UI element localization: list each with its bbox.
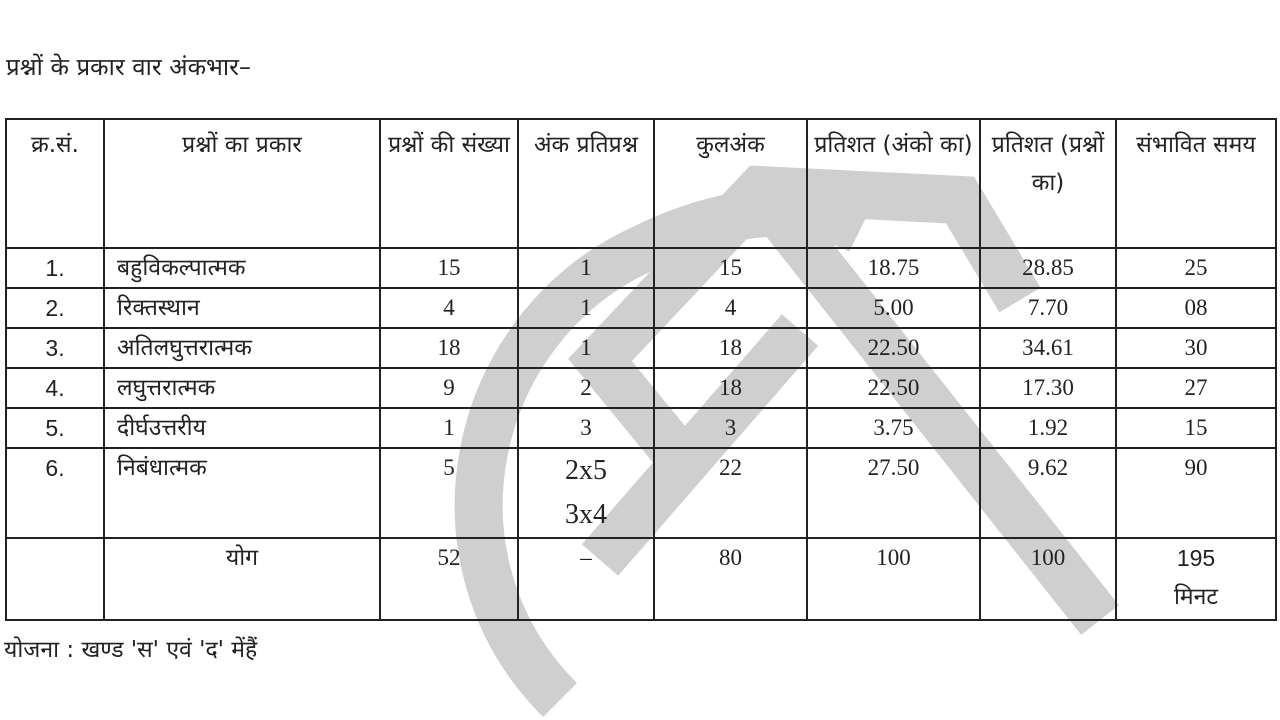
cell-question-type: अतिलघुत्तरात्मक bbox=[104, 328, 380, 368]
table-row bbox=[6, 448, 1276, 538]
header-pct-questions: प्रतिशत (प्रश्नों का) bbox=[980, 119, 1116, 248]
cell-pct-marks: 3.75 bbox=[807, 408, 980, 448]
marks-each-line: 2x5 bbox=[565, 455, 607, 486]
cell-marks-each: 1 bbox=[518, 328, 654, 368]
cell-total-marks: 22 bbox=[654, 448, 807, 538]
cell-question-type: लघुत्तरात्मक bbox=[104, 368, 380, 408]
cell-pct-questions: 28.85 bbox=[980, 248, 1116, 288]
marks-each-line: 3x4 bbox=[565, 499, 607, 530]
cell-question-type: दीर्घउत्तरीय bbox=[104, 408, 380, 448]
cell-serial: 5. bbox=[6, 408, 104, 448]
cell-time: 27 bbox=[1116, 368, 1276, 408]
cell-time: 25 bbox=[1116, 248, 1276, 288]
table-row bbox=[6, 248, 1276, 288]
total-cell-serial bbox=[6, 538, 104, 620]
total-row bbox=[6, 538, 1276, 620]
header-serial: क्र.सं. bbox=[6, 119, 104, 248]
header-marks-each: अंक प्रतिप्रश्न bbox=[518, 119, 654, 248]
cell-total-marks: 18 bbox=[654, 328, 807, 368]
cell-time: 08 bbox=[1116, 288, 1276, 328]
cell-pct-questions: 34.61 bbox=[980, 328, 1116, 368]
table-header-row bbox=[6, 119, 1276, 248]
cell-question-count: 5 bbox=[380, 448, 518, 538]
total-cell-marks-each: – bbox=[518, 538, 654, 620]
marks-distribution-table bbox=[5, 118, 1277, 621]
total-cell-time bbox=[1116, 538, 1276, 620]
cell-pct-questions: 7.70 bbox=[980, 288, 1116, 328]
cell-time: 90 bbox=[1116, 448, 1276, 538]
cell-pct-questions: 17.30 bbox=[980, 368, 1116, 408]
header-time: संभावित समय bbox=[1116, 119, 1276, 248]
footer-note: योजना : खण्ड 'स' एवं 'द' मेंहैं bbox=[4, 637, 258, 663]
cell-pct-questions: 1.92 bbox=[980, 408, 1116, 448]
cell-serial: 2. bbox=[6, 288, 104, 328]
cell-time: 15 bbox=[1116, 408, 1276, 448]
cell-marks-each: 1 bbox=[518, 248, 654, 288]
cell-pct-marks: 22.50 bbox=[807, 328, 980, 368]
header-pct-marks: प्रतिशत (अंको का) bbox=[807, 119, 980, 248]
cell-serial: 4. bbox=[6, 368, 104, 408]
section-heading: प्रश्नों के प्रकार वार अंकभार– bbox=[6, 53, 251, 81]
cell-question-count: 9 bbox=[380, 368, 518, 408]
cell-pct-marks: 22.50 bbox=[807, 368, 980, 408]
cell-question-type: बहुविकल्पात्मक bbox=[104, 248, 380, 288]
header-question-type: प्रश्नों का प्रकार bbox=[104, 119, 380, 248]
cell-total-marks: 15 bbox=[654, 248, 807, 288]
header-total-marks: कुलअंक bbox=[654, 119, 807, 248]
table-row bbox=[6, 328, 1276, 368]
table-row bbox=[6, 368, 1276, 408]
total-time-time: 195 bbox=[1176, 545, 1216, 571]
total-cell-pct-marks: 100 bbox=[807, 538, 980, 620]
cell-marks-each: 3 bbox=[518, 408, 654, 448]
cell-question-count: 1 bbox=[380, 408, 518, 448]
cell-pct-marks: 18.75 bbox=[807, 248, 980, 288]
cell-total-marks: 18 bbox=[654, 368, 807, 408]
cell-serial: 1. bbox=[6, 248, 104, 288]
cell-question-count: 18 bbox=[380, 328, 518, 368]
cell-question-count: 4 bbox=[380, 288, 518, 328]
cell-question-count: 15 bbox=[380, 248, 518, 288]
cell-marks-each: 1 bbox=[518, 288, 654, 328]
cell-question-type: निबंधात्मक bbox=[104, 448, 380, 538]
total-cell-pct-questions: 100 bbox=[980, 538, 1116, 620]
table-row bbox=[6, 288, 1276, 328]
table-row bbox=[6, 408, 1276, 448]
cell-pct-marks: 27.50 bbox=[807, 448, 980, 538]
cell-pct-marks: 5.00 bbox=[807, 288, 980, 328]
cell-serial: 3. bbox=[6, 328, 104, 368]
total-time-time_unit: मिनट bbox=[1173, 583, 1219, 609]
cell-marks-each bbox=[518, 448, 654, 538]
cell-time: 30 bbox=[1116, 328, 1276, 368]
total-cell-question-count: 52 bbox=[380, 538, 518, 620]
cell-serial: 6. bbox=[6, 448, 104, 538]
cell-marks-each: 2 bbox=[518, 368, 654, 408]
header-question-count: प्रश्नों की संख्या bbox=[380, 119, 518, 248]
cell-total-marks: 4 bbox=[654, 288, 807, 328]
cell-question-type: रिक्तस्थान bbox=[104, 288, 380, 328]
cell-total-marks: 3 bbox=[654, 408, 807, 448]
total-cell-question-type: योग bbox=[104, 538, 380, 620]
total-cell-total-marks: 80 bbox=[654, 538, 807, 620]
cell-pct-questions: 9.62 bbox=[980, 448, 1116, 538]
